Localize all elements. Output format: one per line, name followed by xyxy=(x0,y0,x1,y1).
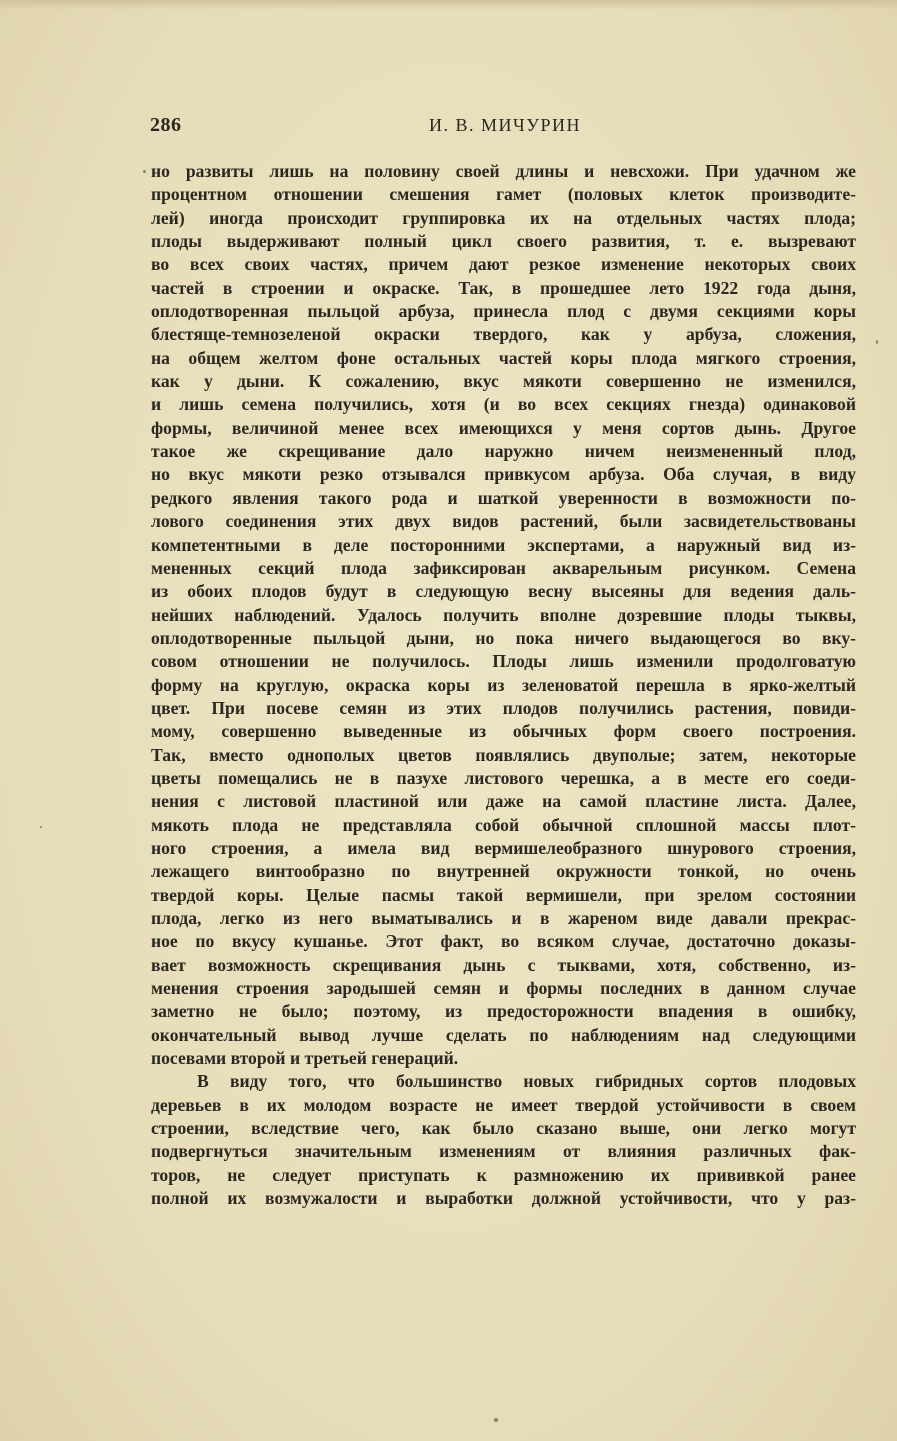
text-line: и лишь семена получились, хотя (и во всех секциях гнезда) одинаковой xyxy=(151,394,856,415)
running-head: И. В. МИЧУРИН xyxy=(429,115,581,135)
text-line: совом отношении не получилось. Плоды лишь изменили продолговатую xyxy=(151,651,856,672)
text-line: оплодотворенная пыльцой арбуза, принесла плод с двумя секциями коры xyxy=(151,301,856,322)
text-line: блестяще-темнозеленой окраски твердого, как у арбуза, сложения, xyxy=(151,324,856,345)
page-header xyxy=(150,114,860,144)
text-line: во всех своих частях, причем дают резкое изменение некоторых своих xyxy=(151,254,856,275)
text-line: но развиты лишь на половину своей длины и невсхожи. При удачном же xyxy=(151,161,856,181)
text-line: как у дыни. К сожалению, вкус мякоти совершенно не изменился, xyxy=(151,371,856,392)
text-line: такое же скрещивание дало наружно ничем неизмененный плод, xyxy=(151,441,856,462)
text-line: мому, совершенно выведенные из обычных форм своего построения. xyxy=(151,721,856,742)
text-line: плоды выдерживают полный цикл своего развития, т. е. вызревают xyxy=(151,231,856,252)
text-line: на общем желтом фоне остальных частей коры плода мягкого строения, xyxy=(151,347,856,368)
text-line: подвергнуться значительным изменениям от влияния различных фак- xyxy=(151,1141,856,1162)
scan-speck xyxy=(143,170,146,173)
text-line: посевами второй и третьей генераций. xyxy=(151,1048,459,1069)
paragraph xyxy=(151,160,856,1070)
text-line: нейших наблюдений. Удалось получить вполне дозревшие плоды тыквы, xyxy=(151,604,856,625)
body-text xyxy=(151,160,856,1210)
text-line: лового соединения этих двух видов растений, были засвидетельствованы xyxy=(151,511,856,532)
text-line: мененных секций плода зафиксирован акварельным рисунком. Семена xyxy=(151,557,856,578)
text-line: плода, легко из него выматывались и в жареном виде давали прекрас- xyxy=(151,908,856,928)
text-line: строении, вследствие чего, как было сказано выше, они легко могут xyxy=(151,1118,856,1139)
text-line: компетентными в деле посторонними экспертами, а наружный вид из- xyxy=(151,534,856,555)
text-line: но вкус мякоти резко отзывался привкусом арбуза. Оба случая, в виду xyxy=(151,464,856,485)
scan-speck xyxy=(40,826,42,828)
text-line: ного строения, а имела вид вермишелеобразного шнурового строения, xyxy=(151,837,856,858)
text-line: оплодотворенные пыльцой дыни, но пока ничего выдающегося во вку- xyxy=(151,627,856,648)
text-line: Так, вместо однополых цветов появлялись двуполые; затем, некоторые xyxy=(151,744,856,765)
text-line: цветы помещались не в пазухе листового черешка, а в месте его соеди- xyxy=(151,767,856,788)
page-number: 286 xyxy=(150,114,182,136)
scan-edge-shadow xyxy=(0,0,897,10)
text-line: частей в строении и окраске. Так, в прошедшее лето 1922 года дыня, xyxy=(151,277,856,298)
text-line: цвет. При посеве семян из этих плодов получились растения, повиди- xyxy=(151,697,856,718)
text-line: лей) иногда происходит группировка их на отдельных частях плода; xyxy=(151,207,856,228)
text-line: мякоть плода не представляла собой обычной сплошной массы плот- xyxy=(151,814,856,835)
text-line: деревьев в их молодом возрасте не имеет твердой устойчивости в своем xyxy=(151,1094,856,1115)
text-line: окончательный вывод лучше сделать по наблюдениям над следующими xyxy=(151,1024,856,1045)
text-line: ное по вкусу кушанье. Этот факт, во всяком случае, достаточно доказы- xyxy=(151,931,856,952)
text-line: В виду того, что большинство новых гибридных сортов плодовых xyxy=(197,1071,856,1092)
text-line: вает возможность скрещивания дынь с тыквами, хотя, собственно, из- xyxy=(151,954,856,975)
text-line: форму на круглую, окраска коры из зеленоватой перешла в ярко-желтый xyxy=(151,674,856,695)
text-line: процентном отношении смешения гамет (половых клеток производите- xyxy=(151,184,856,205)
scan-speck xyxy=(876,340,878,344)
text-line: торов, не следует приступать к размножению их прививкой ранее xyxy=(151,1164,856,1185)
text-line: формы, величиной менее всех имеющихся у меня сортов дынь. Другое xyxy=(151,417,856,438)
text-line: заметно не было; поэтому, из предосторожности впадения в ошибку, xyxy=(151,1001,856,1022)
text-line: полной их возмужалости и выработки должной устойчивости, что у раз- xyxy=(151,1188,856,1209)
scan-speck xyxy=(494,1418,498,1422)
text-line: нения с листовой пластиной или даже на самой пластине листа. Далее, xyxy=(151,791,856,812)
paragraph xyxy=(151,1070,856,1210)
text-line: лежащего винтообразно по внутренней окружности тонкой, но очень xyxy=(151,861,856,882)
text-line: твердой коры. Целые пасмы такой вермишели, при зрелом состоянии xyxy=(151,884,856,905)
text-line: менения строения зародышей семян и формы последних в данном случае xyxy=(151,978,856,999)
text-line: редкого явления такого рода и шаткой уверенности в возможности по- xyxy=(151,487,856,508)
text-line: из обоих плодов будут в следующую весну высеяны для ведения даль- xyxy=(151,581,856,602)
